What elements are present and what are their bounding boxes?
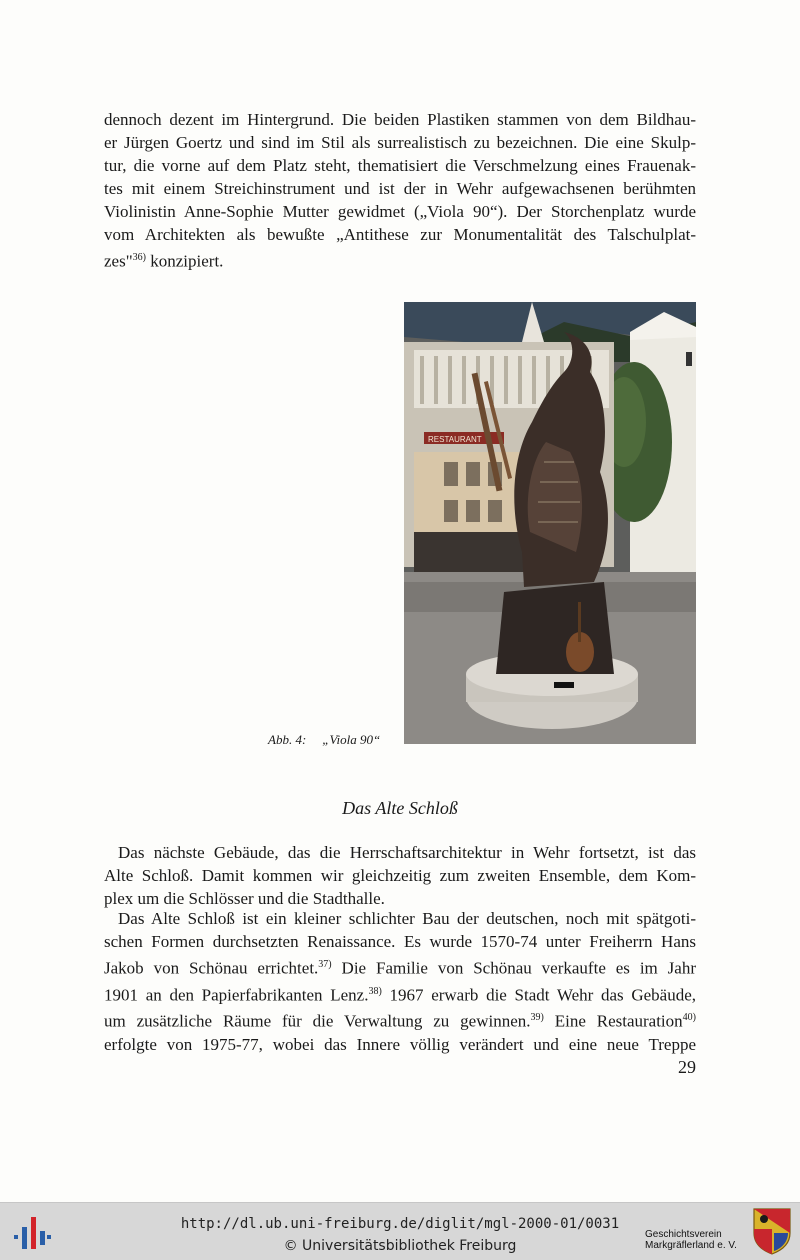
text-line bbox=[104, 1006, 696, 1033]
text-line: schen Formen durchsetzten Renaissance. Es wurde 1570-74 unter Freiherrn Hans bbox=[104, 932, 696, 951]
text-line: Alte Schloß. Damit kommen wir gleichzeitig zum zweiten Ensemble, dem Kom- bbox=[104, 866, 696, 885]
text-line: vom Architekten als bewußte „Antithese zur Monumentalität des Talschulplat- bbox=[104, 225, 696, 244]
text-fragment: konzipiert. bbox=[146, 251, 224, 271]
society-name bbox=[645, 1229, 737, 1251]
text-fragment: Die Familie von Schönau verkaufte es im Jahr bbox=[331, 958, 696, 978]
text-line: tes mit einem Streichinstrument und ist der in Wehr aufgewachsenen berühmten bbox=[104, 179, 696, 198]
page-number: 29 bbox=[678, 1057, 696, 1077]
text-line bbox=[104, 246, 696, 273]
paragraph-alte-schloss-intro bbox=[104, 841, 696, 910]
figure-label: Abb. 4: bbox=[268, 732, 307, 747]
text-line: tur, die vorne auf dem Platz steht, thematisiert die Verschmelzung eines Frauenak- bbox=[104, 156, 696, 175]
footnote-ref: 40) bbox=[682, 1012, 696, 1024]
text-line: Das Alte Schloß ist ein kleiner schlichter Bau der deutschen, noch mit spätgoti- bbox=[118, 909, 696, 928]
text-line bbox=[104, 980, 696, 1007]
footnote-ref: 39) bbox=[530, 1012, 544, 1024]
text-line: dennoch dezent im Hintergrund. Die beiden Plastiken stammen von dem Bildhau- bbox=[104, 110, 696, 129]
figure-caption bbox=[268, 732, 380, 748]
section-heading: Das Alte Schloß bbox=[342, 798, 458, 818]
text-fragment: um zusätzliche Räume für die Verwaltung zu gewinnen. bbox=[104, 1011, 531, 1031]
text-fragment: 1901 an den Papierfabrikanten Lenz. bbox=[104, 985, 369, 1005]
text-fragment: zes" bbox=[104, 251, 133, 271]
society-line: Geschichtsverein bbox=[645, 1229, 722, 1240]
text-fragment: 1967 erwarb die Stadt Wehr das Gebäude, bbox=[381, 985, 697, 1005]
sculpture-photo bbox=[404, 302, 696, 744]
footnote-ref: 36) bbox=[132, 252, 146, 263]
society-line: Markgräflerland e. V. bbox=[645, 1240, 737, 1251]
text-fragment: Jakob von Schönau errichtet. bbox=[104, 958, 319, 978]
restaurant-sign: RESTAURANT bbox=[428, 435, 482, 444]
footnote-ref: 37) bbox=[318, 959, 332, 970]
text-line: Violinistin Anne-Sophie Mutter gewidmet („Viola 90“). Der Storchenplatz wurde bbox=[104, 202, 696, 221]
paragraph-alte-schloss-history bbox=[104, 907, 696, 1056]
society-crest-icon bbox=[752, 1207, 792, 1255]
text-line bbox=[104, 953, 696, 980]
text-line: er Jürgen Goertz und sind im Stil als surrealistisch zu bezeichnen. Die eine Skulp- bbox=[104, 133, 696, 152]
copyright-text: © Universitätsbibliothek Freiburg bbox=[283, 1238, 517, 1254]
document-url-link[interactable]: http://dl.ub.uni-freiburg.de/diglit/mgl-2000-01/0031 bbox=[180, 1216, 620, 1232]
paragraph-storchenplatz bbox=[104, 108, 696, 273]
text-fragment: Eine Restauration bbox=[543, 1011, 683, 1031]
footnote-ref: 38) bbox=[368, 985, 382, 997]
text-line: Das nächste Gebäude, das die Herrschaftsarchitektur in Wehr fortsetzt, ist das bbox=[118, 843, 696, 862]
text-line: erfolgte von 1975-77, wobei das Innere völlig verändert und eine neue Treppe bbox=[104, 1034, 696, 1054]
text-line: plex um die Schlösser und die Stadthalle. bbox=[104, 889, 385, 908]
figure-title: „Viola 90“ bbox=[322, 732, 381, 747]
